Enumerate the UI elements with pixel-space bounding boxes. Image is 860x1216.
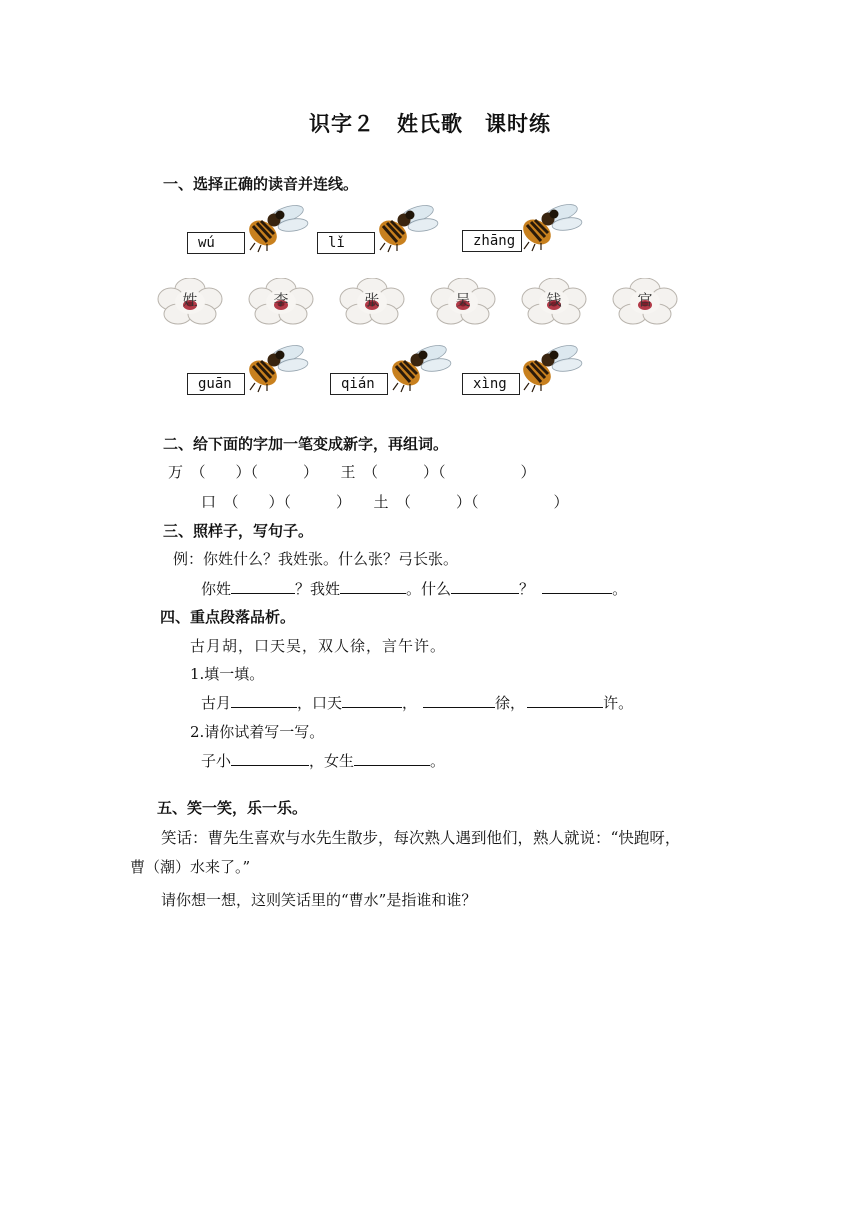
pinyin-box-li[interactable]: lǐ <box>317 232 375 254</box>
flower-xing[interactable] <box>157 278 223 326</box>
pinyin-box-xing[interactable]: xìng <box>462 373 520 395</box>
text: ， <box>402 694 418 712</box>
fill-line-2 <box>201 750 445 771</box>
flower-character: 官 <box>637 291 653 309</box>
joke-question: 请你想一想，这则笑话里的“曹水”是指谁和谁？ <box>161 891 477 909</box>
text: 子小 <box>201 752 232 770</box>
add-stroke-row-2[interactable]: 口 （ ）（ ） 土 （ ）（ ） <box>201 493 569 511</box>
text: 徐， <box>495 694 526 712</box>
text: ，口天 <box>297 694 343 712</box>
answer-blank[interactable] <box>542 579 612 594</box>
pinyin-box-zhang[interactable]: zhāng <box>462 230 522 252</box>
pinyin-box-qian[interactable]: qián <box>330 373 388 395</box>
text: 。 <box>430 752 446 770</box>
bee-icon <box>243 341 309 393</box>
joke-line-2: 曹（潮）水来了。” <box>130 858 251 876</box>
answer-blank[interactable] <box>451 579 519 594</box>
flower-li[interactable] <box>248 278 314 326</box>
flower-character: 李 <box>273 291 289 309</box>
sentence-fill-line <box>201 578 627 599</box>
flower-qian[interactable] <box>521 278 587 326</box>
answer-blank[interactable] <box>527 693 603 708</box>
flower-zhang[interactable] <box>339 278 405 326</box>
answer-blank[interactable] <box>231 579 295 594</box>
answer-blank[interactable] <box>354 751 430 766</box>
text: 古月 <box>201 694 232 712</box>
answer-blank[interactable] <box>340 579 406 594</box>
section1-heading: 一、选择正确的读音并连线。 <box>163 175 359 193</box>
question-2: 2.请你试着写一写。 <box>190 723 325 741</box>
fill-line-1 <box>201 692 633 713</box>
flower-wu[interactable] <box>430 278 496 326</box>
flower-character: 张 <box>364 291 380 309</box>
answer-blank[interactable] <box>231 693 297 708</box>
text: 。 <box>612 580 628 598</box>
bee-icon <box>373 201 439 253</box>
flower-guan[interactable] <box>612 278 678 326</box>
bee-icon <box>243 201 309 253</box>
answer-blank[interactable] <box>342 693 402 708</box>
answer-blank[interactable] <box>231 751 309 766</box>
joke-line-1: 笑话：曹先生喜欢与水先生散步，每次熟人遇到他们，熟人就说：“快跑呀， <box>161 829 681 847</box>
text: ，女生 <box>309 752 355 770</box>
section4-heading: 四、重点段落品析。 <box>160 608 296 626</box>
text: ？ <box>519 580 535 598</box>
text: ？我姓 <box>295 580 341 598</box>
text: 你姓 <box>201 580 232 598</box>
section2-heading: 二、给下面的字加一笔变成新字，再组词。 <box>163 435 449 453</box>
page-title: 识字２ 姓氏歌 课时练 <box>309 111 551 136</box>
bee-icon <box>517 200 583 252</box>
pinyin-box-wu[interactable]: wú <box>187 232 245 254</box>
question-1: 1.填一填。 <box>190 665 265 683</box>
pinyin-box-guan[interactable]: guān <box>187 373 245 395</box>
bee-icon <box>517 341 583 393</box>
passage: 古月胡，口天吴，双人徐，言午许。 <box>190 637 447 655</box>
text: 。什么 <box>406 580 452 598</box>
text: 许。 <box>603 694 634 712</box>
flower-character: 吴 <box>455 291 471 309</box>
example-sentence: 例：你姓什么？我姓张。什么张？弓长张。 <box>173 550 459 568</box>
bee-icon <box>386 341 452 393</box>
answer-blank[interactable] <box>423 693 495 708</box>
add-stroke-row-1[interactable]: 万 （ ）（ ） 王 （ ）（ ） <box>168 463 536 481</box>
flower-character: 钱 <box>546 291 562 309</box>
section5-heading: 五、笑一笑，乐一乐。 <box>157 799 308 817</box>
section3-heading: 三、照样子，写句子。 <box>163 522 314 540</box>
flower-character: 姓 <box>182 291 198 309</box>
